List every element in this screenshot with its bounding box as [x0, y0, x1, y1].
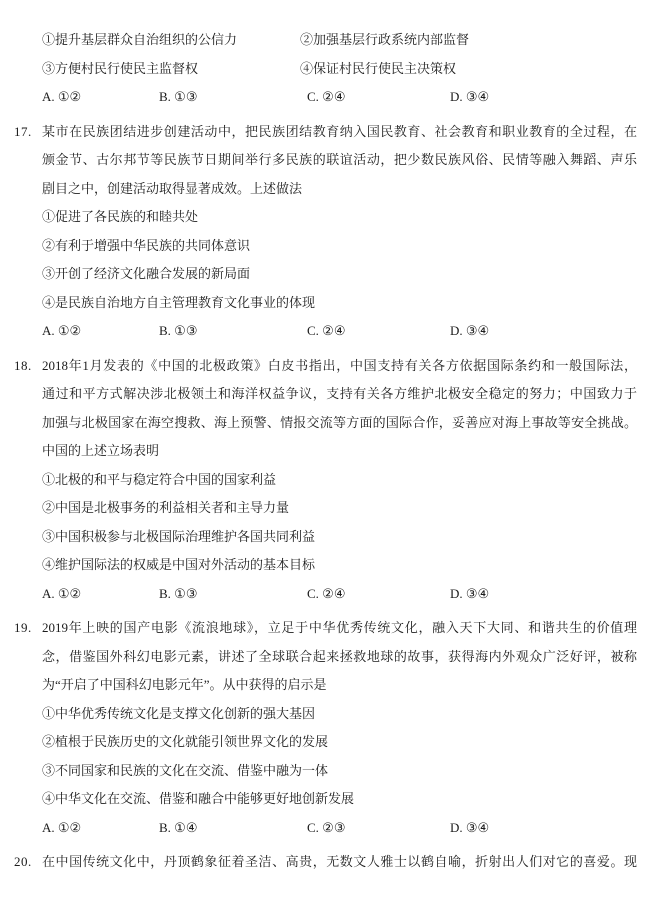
question-stem-line: 某市在民族团结进步创建活动中，把民族团结教育纳入国民教育、社会教育和职业教育的全过程，在: [42, 123, 637, 139]
option-row: [42, 55, 637, 84]
option-item: ④是民族自治地方自主管理教育文化事业的体现: [42, 294, 316, 310]
option-item: ②植根于民族历史的文化就能引领世界文化的发展: [42, 734, 329, 749]
question-18: [14, 352, 637, 609]
choice-b: B. ①④: [159, 819, 198, 835]
answer-choices-row: [42, 814, 637, 843]
choice-a: A. ①②: [42, 323, 82, 338]
option-item: ①中华优秀传统文化是支撑文化创新的强大基因: [42, 705, 316, 721]
choice-b: B. ①③: [159, 89, 198, 104]
option-item: ③开创了经济文化融合发展的新局面: [42, 266, 251, 281]
choice-a: A. ①②: [42, 819, 82, 835]
question-stem-line: 在中国传统文化中，丹顶鹤象征着圣洁、高贵，无数文人雅士以鹤自喻，折射出人们对它的喜爱。现: [42, 854, 637, 869]
choice-d: D. ③④: [450, 585, 490, 601]
question-20: [14, 848, 637, 877]
question-16-options: [14, 26, 637, 112]
option-item: ②有利于增强中华民族的共同体意识: [42, 237, 251, 253]
choice-a: A. ①②: [42, 585, 82, 601]
question-number: 18.: [14, 357, 32, 373]
option-row: [42, 26, 637, 55]
choice-d: D. ③④: [450, 819, 490, 835]
option-item: ④中华文化在交流、借鉴和融合中能够更好地创新发展: [42, 791, 355, 806]
option-item: ③中国积极参与北极国际治理维护各国共同利益: [42, 528, 316, 544]
question-stem-line: 颁金节、古尔邦节等民族节日期间举行多民族的联谊活动，把少数民族风俗、民情等融入舞蹈、声乐: [42, 152, 637, 167]
option-item: ②中国是北极事务的利益相关者和主导力量: [42, 500, 290, 515]
choice-d: D. ③④: [450, 89, 490, 104]
question-number: 20.: [14, 854, 32, 869]
choice-c: C. ②③: [307, 819, 346, 835]
option-item: ③不同国家和民族的文化在交流、借鉴中融为一体: [42, 762, 329, 778]
question-stem-line: 中国的上述立场表明: [42, 443, 160, 458]
choice-b: B. ①③: [159, 585, 198, 601]
option-item: ③方便村民行使民主监督权: [42, 60, 199, 76]
option-item: ①促进了各民族的和睦共处: [42, 209, 199, 224]
question-stem-line: 2019年上映的国产电影《流浪地球》，立足于中华优秀传统文化，融入天下大同、和谐共生的价值理: [42, 620, 637, 635]
question-number: 17.: [14, 123, 32, 139]
question-17: [14, 118, 637, 346]
choice-c: C. ②④: [307, 89, 346, 104]
option-item: ②加强基层行政系统内部监督: [300, 32, 470, 47]
option-item: ①北极的和平与稳定符合中国的国家利益: [42, 471, 277, 487]
option-item: ④维护国际法的权威是中国对外活动的基本目标: [42, 557, 316, 572]
option-item: ①提升基层群众自治组织的公信力: [42, 32, 238, 47]
question-stem-line: 念，借鉴国外科幻电影元素，讲述了全球联合起来拯救地球的故事，获得海内外观众广泛好评，被称: [42, 648, 637, 664]
question-stem-line: 通过和平方式解决涉北极领土和海洋权益争议，支持有关各方维护北极安全稳定的努力；中国致力于: [42, 386, 637, 401]
question-stem-line: 为“开启了中国科幻电影元年”。从中获得的启示是: [42, 677, 327, 692]
question-stem-line: 剧目之中，创建活动取得显著成效。上述做法: [42, 180, 303, 196]
choice-c: C. ②④: [307, 585, 346, 601]
question-stem-line: 加强与北极国家在海空搜救、海上预警、情报交流等方面的国际合作，妥善应对海上事故等安全挑战。: [42, 414, 637, 430]
choice-c: C. ②④: [307, 323, 346, 338]
answer-choices-row: [42, 317, 637, 346]
question-19: [14, 614, 637, 842]
answer-choices-row: [42, 83, 637, 112]
answer-choices-row: [42, 580, 637, 609]
question-number: 19.: [14, 620, 32, 635]
option-item: ④保证村民行使民主决策权: [300, 60, 457, 76]
choice-a: A. ①②: [42, 89, 82, 104]
question-stem-line: 2018年1月发表的《中国的北极政策》白皮书指出，中国支持有关各方依据国际条约和一般国际法，: [42, 357, 637, 373]
choice-d: D. ③④: [450, 323, 490, 338]
choice-b: B. ①③: [159, 323, 198, 338]
